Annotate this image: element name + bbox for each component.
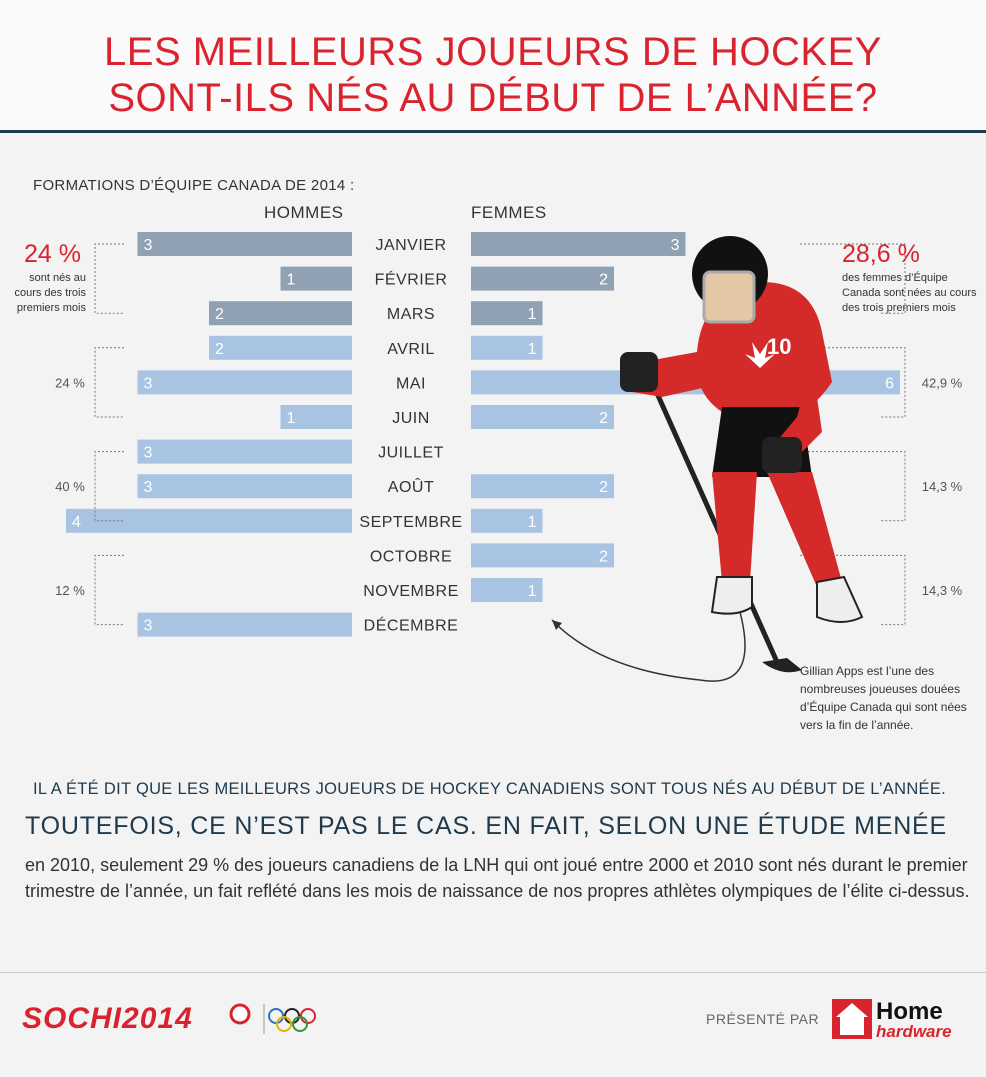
bar-hommes-0	[138, 232, 353, 256]
bracket-left-1	[95, 348, 124, 417]
value-femmes-7: 2	[599, 479, 608, 497]
bar-hommes-7	[138, 474, 353, 498]
month-label-5: JUIN	[392, 410, 430, 427]
value-femmes-4: 6	[885, 375, 894, 393]
note-left-line-0: sont nés au	[29, 272, 86, 284]
note-left-line-2: premiers mois	[16, 302, 86, 314]
value-hommes-1: 1	[286, 271, 296, 289]
month-label-8: SEPTEMBRE	[359, 513, 463, 531]
month-label-11: DÉCEMBRE	[363, 617, 459, 635]
month-label-6: JUILLET	[378, 444, 444, 462]
bracket-left-0	[95, 244, 124, 313]
value-femmes-2: 1	[527, 306, 537, 324]
value-hommes-6: 3	[143, 444, 153, 462]
value-femmes-8: 1	[527, 513, 537, 531]
bar-femmes-7	[471, 474, 614, 498]
value-femmes-10: 1	[527, 583, 537, 600]
headline-text: TOUTEFOIS, CE N’EST PAS LE CAS. EN FAIT, SELON UNE ÉTUDE MENÉE	[25, 812, 948, 840]
presented-by-label: PRÉSENTÉ PAR	[706, 1011, 820, 1027]
note-right-line-1: Canada sont nées au cours	[842, 287, 977, 299]
bar-hommes-4	[138, 370, 353, 394]
pct-right-1: 42,9 %	[921, 375, 963, 391]
note-right-line-2: des trois premiers mois	[842, 302, 956, 314]
chart-title: FORMATIONS D’ÉQUIPE CANADA DE 2014 :	[33, 177, 355, 194]
month-label-0: JANVIER	[375, 237, 447, 254]
bar-hommes-3	[209, 336, 352, 360]
value-femmes-5: 2	[599, 410, 608, 427]
month-label-10: NOVEMBRE	[363, 583, 459, 600]
value-hommes-5: 1	[286, 410, 296, 427]
hockey-player-illustration	[612, 222, 912, 682]
month-label-3: AVRIL	[387, 340, 435, 358]
sochi-2014-logo: SOCHI2014	[22, 1002, 193, 1035]
note-right-line-0: des femmes d’Équipe	[842, 272, 948, 284]
month-label-1: FÉVRIER	[374, 271, 448, 289]
month-label-9: OCTOBRE	[369, 548, 453, 566]
value-hommes-4: 3	[143, 375, 153, 393]
title-line-2: SONT-ILS NÉS AU DÉBUT DE L’ANNÉE?	[108, 76, 878, 120]
value-femmes-0: 3	[670, 237, 680, 254]
home-hardware-logo	[832, 995, 967, 1043]
player-caption: Gillian Apps est l’une des nombreuses joueuses douées d’Équipe Canada qui sont nées vers la fin de l’année.	[800, 664, 967, 732]
pct-left-1: 24 %	[55, 375, 85, 391]
month-label-4: MAI	[396, 375, 426, 393]
pct-right-2: 14,3 %	[921, 479, 963, 495]
brand-hardware: hardware	[876, 1022, 952, 1041]
bar-femmes-5	[471, 405, 614, 429]
footer-divider	[0, 972, 986, 973]
jersey-number: 10	[767, 334, 792, 359]
month-label-7: AOÛT	[387, 479, 435, 497]
value-femmes-9: 2	[599, 548, 608, 566]
value-hommes-0: 3	[143, 237, 153, 254]
legend-hommes: HOMMES	[264, 203, 344, 222]
value-femmes-3: 1	[527, 340, 537, 358]
bar-hommes-11	[138, 613, 353, 637]
value-hommes-8: 4	[72, 513, 81, 531]
body-text: en 2010, seulement 29 % des joueurs canadiens de la LNH qui ont joué entre 2000 et 2010 sont nés durant le premier trimestre de l’année, un fait reflété dans les mois de naissance de nos propres athlètes olympiques de l’élite ci-dessus.	[25, 855, 970, 901]
value-hommes-11: 3	[143, 617, 153, 635]
bar-hommes-2	[209, 301, 352, 325]
legend-femmes: FEMMES	[471, 203, 547, 222]
value-hommes-7: 3	[143, 479, 153, 497]
pct-left-3: 12 %	[55, 583, 85, 598]
note-left-line-1: cours des trois	[14, 287, 86, 299]
value-hommes-3: 2	[215, 340, 224, 358]
pct-left-2: 40 %	[55, 479, 85, 495]
brand-home: Home	[876, 998, 943, 1025]
value-hommes-2: 2	[215, 306, 224, 324]
pct-right-3: 14,3 %	[921, 583, 963, 598]
value-femmes-1: 2	[599, 271, 608, 289]
pct-left-0: 24 %	[24, 240, 81, 268]
month-label-2: MARS	[386, 306, 436, 324]
bar-femmes-1	[471, 267, 614, 291]
title-line-1: LES MEILLEURS JOUEURS DE HOCKEY	[104, 30, 882, 74]
olympic-rings-icon	[218, 1000, 318, 1040]
bar-femmes-9	[471, 543, 614, 567]
intro-text: IL A ÉTÉ DIT QUE LES MEILLEURS JOUEURS DE HOCKEY CANADIENS SONT TOUS NÉS AU DÉBUT DE L’ANNÉE.	[33, 780, 947, 798]
bracket-left-3	[95, 555, 124, 624]
bar-hommes-6	[138, 440, 353, 464]
pct-right-0: 28,6 %	[842, 240, 920, 268]
